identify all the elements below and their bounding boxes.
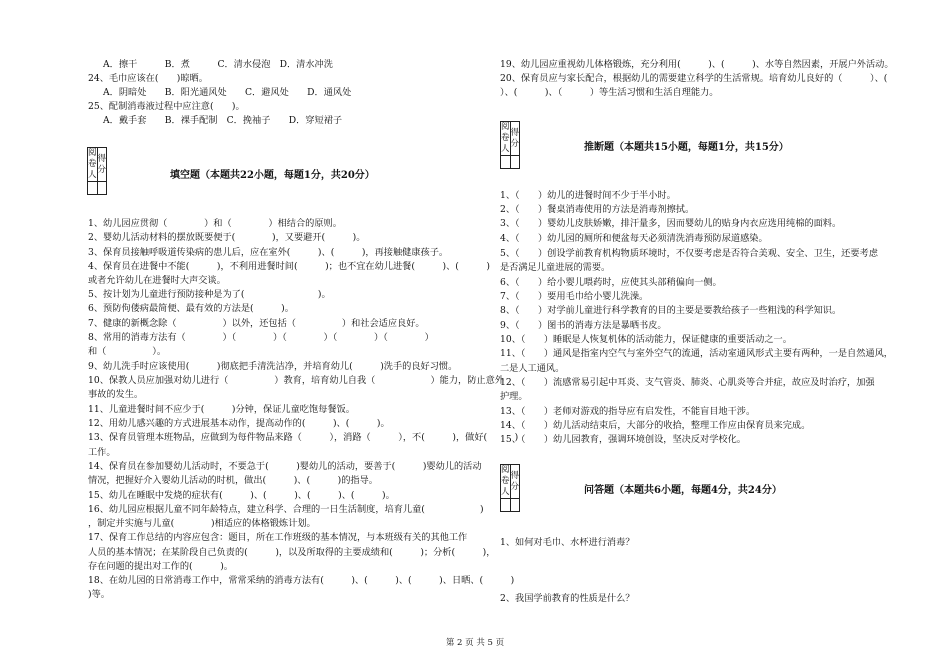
judge-question-line: 13、（ ）老师对游戏的指导应有启发性，不能盲目地干涉。 bbox=[500, 406, 756, 417]
score-box-qa bbox=[500, 464, 520, 512]
fill-question-line: )等。 bbox=[88, 589, 110, 600]
fill-question-line: 11、儿童进餐时间不应少于( )分钟，保证儿童吃饱每餐饭。 bbox=[88, 404, 355, 415]
fill-question-line: 18、在幼儿园的日常消毒工作中，常常采纳的消毒方法有( )、( )、( )、日晒、( ) bbox=[88, 575, 515, 586]
fill-question-line: 16、幼儿园应根据儿童不同年龄特点，建立科学、合理的一日生活制度，培育儿童( ) bbox=[88, 504, 484, 515]
question-24: 24、毛巾应该在( )晾晒。 bbox=[88, 73, 208, 84]
judge-question-line: 11、（ ）通风是指室内空气与室外空气的流通，活动室通风形式主要有两种，一是自然通风， bbox=[500, 348, 893, 359]
fill-question-line: 和（ ）。 bbox=[88, 346, 167, 357]
qa-question-2: 2、我国学前教育的性质是什么？ bbox=[500, 593, 635, 604]
judge-question-line: 3、（ ）婴幼儿皮肤娇嫩，排汗量多，因而婴幼儿的贴身内衣应选用纯棉的面料。 bbox=[500, 218, 842, 229]
judge-question-line: 14、（ ）幼儿活动结束后，大部分的收拾，整理工作应由保育员来完成。 bbox=[500, 420, 811, 431]
fill-question-line: ，制定并实施与儿童( )相适应的体格锻炼计划。 bbox=[88, 518, 316, 529]
question-25: 25、配制消毒液过程中应注意( )。 bbox=[88, 101, 245, 112]
fill-question-line: 7、健康的新概念除（ ）以外，还包括（ ）和社会适应良好。 bbox=[88, 318, 425, 329]
fill-question-line: 17、保育工作总结的内容应包含：题目，所在工作班级的基本情况，与本班级有关的其他工作 bbox=[88, 532, 468, 543]
score-box-cell bbox=[510, 156, 520, 169]
fill-question-line: 存在问题的提出对工作的( )。 bbox=[88, 561, 233, 572]
judge-question-line: 1、（ ）幼儿的进餐时间不少于半小时。 bbox=[500, 190, 676, 201]
fill-question-line: 13、保育员管理本班物品，应做到为每件物品来路（ ），消路（ ），不( )，做好( ) bbox=[88, 432, 519, 443]
fill-question-line: 人员的基本情况；在某阶段自己负责的( )，以及所取得的主要成绩和( )；分析( )， bbox=[88, 547, 496, 558]
fill-question-line: 14、保育员在参加婴幼儿活动时，不要急于( )婴幼儿的活动，要善于( )婴幼儿的活动 bbox=[88, 461, 482, 472]
page-footer: 第 2 页 共 5 页 bbox=[445, 638, 505, 648]
score-box-label-grader: 阅卷人 bbox=[88, 148, 97, 180]
score-box-cell bbox=[510, 499, 520, 512]
section-title-judge: 推断题（本题共15小题，每题1分，共15分） bbox=[584, 142, 789, 153]
judge-question-line: 15、（ ）幼儿园教育，强调环境创设，坚决反对学校化。 bbox=[500, 434, 746, 445]
judge-question-line: 12、（ ）流感常易引起中耳炎、支气管炎、肺炎、心肌炎等合并症，故应及时治疗，加强 bbox=[500, 377, 875, 388]
fill-question-line: 2、婴幼儿活动材料的摆放既要便于( )，又要避开( )。 bbox=[88, 232, 366, 243]
score-box-label-grader: 阅卷人 bbox=[501, 122, 510, 154]
qa-question-1: 1、如何对毛巾、水杯进行消毒？ bbox=[500, 537, 635, 548]
judge-question-line: 护理。 bbox=[500, 391, 528, 402]
score-box-label-grader: 阅卷人 bbox=[501, 465, 510, 497]
option-line-25: A．戴手套 B．裸手配制 C．挽袖子 D．穿短裙子 bbox=[103, 115, 343, 126]
fill-question-line: 事故的发生。 bbox=[88, 389, 144, 400]
question-19: 19、幼儿园应重视幼儿体格锻炼，充分利用( )、( )、水等自然因素，开展户外活动。 bbox=[500, 59, 894, 70]
score-box-fill bbox=[87, 147, 107, 195]
judge-question-line: 4、（ ）幼儿园的厕所和便盆每天必须清洗消毒预防尿道感染。 bbox=[500, 233, 768, 244]
section-title-fill: 填空题（本题共22小题，每题1分，共20分） bbox=[170, 170, 375, 181]
judge-question-line: 8、（ ）对学前儿童进行科学教育的目的主要是要教给孩子一些粗浅的科学知识。 bbox=[500, 305, 842, 316]
option-line-24: A．阴暗处 B．阳光通风处 C．避风处 D．通风处 bbox=[103, 87, 352, 98]
score-box-cell bbox=[88, 182, 98, 195]
question-20: 20、保育员应与家长配合，根据幼儿的需要建立科学的生活常规。培育幼儿良好的（ ）、( bbox=[500, 73, 888, 84]
fill-question-line: 或者允许幼儿在进餐时大声交谈。 bbox=[88, 275, 226, 286]
score-box-label-score: 得分 bbox=[510, 122, 520, 156]
fill-question-line: 10、保教人员应加强对幼儿进行（ ）教育，培育幼儿自我（ ）能力，防止意外 bbox=[88, 375, 504, 386]
fill-question-line: 3、保育员接触呼吸道传染病的患儿后，应在室外( )、( )，再接触健康孩子。 bbox=[88, 247, 449, 258]
fill-question-line: 5、按计划为儿童进行预防接种是为了( )。 bbox=[88, 289, 331, 300]
fill-question-line: 情况，把握好介入婴幼儿活动的时机，做出( )、( )的指导。 bbox=[88, 475, 378, 486]
score-box-cell bbox=[97, 182, 107, 195]
fill-question-line: 4、保育员在进餐中不能( )，不利用进餐时间( )；也不宜在幼儿进餐( )、( ) bbox=[88, 261, 491, 272]
judge-question-line: 2、（ ）餐桌消毒使用的方法是消毒剂擦拭。 bbox=[500, 204, 695, 215]
option-line-23: A．擦干 B．煮 C．清水侵泡 D．清水冲洗 bbox=[103, 59, 333, 70]
score-box-judge bbox=[500, 121, 520, 169]
score-box-cell bbox=[501, 499, 511, 512]
judge-question-line: 10、（ ）睡眠是人恢复机体的活动能力，保证健康的重要活动之一。 bbox=[500, 334, 792, 345]
fill-question-line: 12、用幼儿感兴趣的方式进展基本动作，提高动作的( )、( )。 bbox=[88, 418, 390, 429]
judge-question-line: 二是人工通风。 bbox=[500, 363, 565, 374]
fill-question-line: 工作。 bbox=[88, 447, 116, 458]
fill-question-line: 9、幼儿洗手时应该使用( )彻底把手清洗洁净，并培育幼儿( )洗手的良好习惯。 bbox=[88, 361, 458, 372]
fill-question-line: 15、幼儿在睡眠中发烧的症状有( )、( )、( )、( )。 bbox=[88, 490, 395, 501]
judge-question-line: 9、（ ）图书的消毒方法是暴晒书皮。 bbox=[500, 320, 667, 331]
section-title-qa: 问答题（本题共6小题，每题4分，共24分） bbox=[584, 485, 782, 496]
score-box-label-score: 得分 bbox=[510, 465, 520, 499]
judge-question-line: 6、（ ）给小婴儿喂药时，应使其头部稍偏向一侧。 bbox=[500, 277, 722, 288]
fill-question-line: 6、预防佝偻病最简便、最有效的方法是( )。 bbox=[88, 303, 294, 314]
judge-question-line: 是否满足儿童进展的需要。 bbox=[500, 262, 611, 273]
fill-question-line: 1、幼儿园应贯彻（ ）和（ ）相结合的原则。 bbox=[88, 218, 342, 229]
judge-question-line: 5、（ ）创设学前教育机构物质环境时，不仅要考虑是否符合美观、安全、卫生，还要考虑 bbox=[500, 248, 878, 259]
fill-question-line: 8、常用的消毒方法有（ ）（ ）（ ）（ ）（ ） bbox=[88, 332, 434, 343]
score-box-cell bbox=[501, 156, 511, 169]
score-box-label-score: 得分 bbox=[97, 148, 107, 182]
judge-question-line: 7、（ ）要用毛巾给小婴儿洗澡。 bbox=[500, 291, 649, 302]
question-20-cont: ）、( )、（ ）等生活习惯和生活自理能力。 bbox=[500, 87, 719, 98]
